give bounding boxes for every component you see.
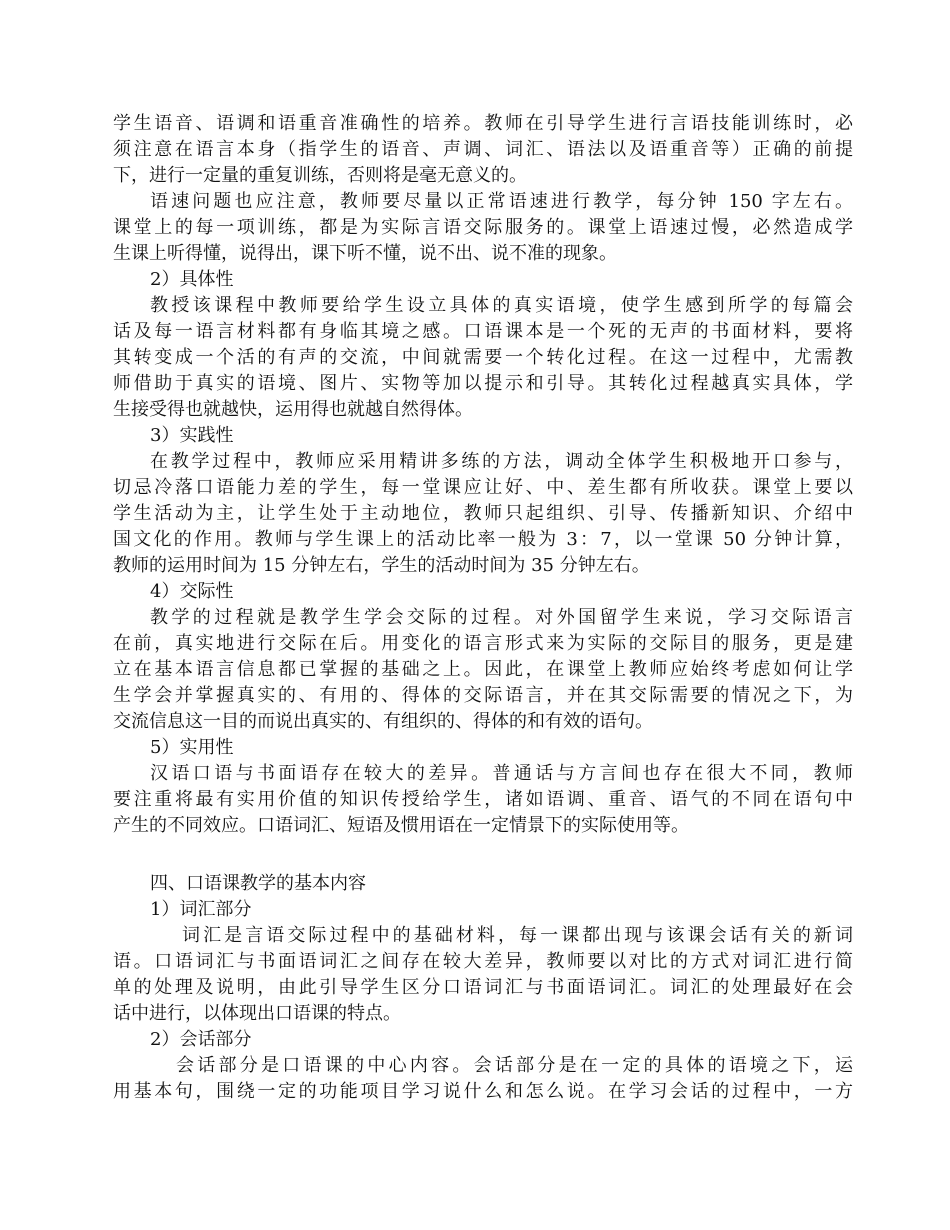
paragraph-line: 语。口语词汇与书面语词汇之间存在较大差异，教师要以对比的方式对词汇进行简 <box>113 951 853 972</box>
paragraph-line: 交流信息这一目的而说出真实的、有组织的、得体的和有效的语句。 <box>113 711 653 732</box>
paragraph-line: 学生活动为主，让学生处于主动地位，教师只起组织、引导、传播新知识、介绍中 <box>113 503 853 524</box>
paragraph-line: 其转变成一个活的有声的交流，中间就需要一个转化过程。在这一过程中，尤需教 <box>113 347 853 368</box>
paragraph-line: 在前，真实地进行交际在后。用变化的语言形式来为实际的交际目的服务，更是建 <box>113 633 853 654</box>
paragraph-line: 教师的运用时间为 15 分钟左右，学生的活动时间为 35 分钟左右。 <box>113 555 650 576</box>
paragraph-line: 生接受得也就越快，运用得也就越自然得体。 <box>113 399 473 420</box>
paragraph-line: 在教学过程中，教师应采用精讲多练的方法，调动全体学生积极地开口参与， <box>150 451 853 472</box>
paragraph-line: 国文化的作用。教师与学生课上的活动比率一般为 3：7，以一堂课 50 分钟计算， <box>113 529 853 550</box>
subheading-communicativeness: 4）交际性 <box>150 581 234 602</box>
paragraph-line: 师借助于真实的语境、图片、实物等加以提示和引导。其转化过程越真实具体，学 <box>113 373 853 394</box>
paragraph-line: 教学的过程就是教学生学会交际的过程。对外国留学生来说，学习交际语言 <box>150 607 853 628</box>
subheading-concreteness: 2）具体性 <box>150 269 234 290</box>
paragraph-line: 产生的不同效应。口语词汇、短语及惯用语在一定情景下的实际使用等。 <box>113 815 689 836</box>
paragraph-line: 学生语音、语调和语重音准确性的培养。教师在引导学生进行言语技能训练时，必 <box>113 113 853 134</box>
paragraph-line: 切忌冷落口语能力差的学生，每一堂课应让好、中、差生都有所收获。课堂上要以 <box>113 477 853 498</box>
paragraph-line: 会话部分是口语课的中心内容。会话部分是在一定的具体的语境之下，运 <box>176 1055 853 1076</box>
paragraph-line: 下，进行一定量的重复训练，否则将是毫无意义的。 <box>113 165 527 186</box>
paragraph-line: 话中进行，以体现出口语课的特点。 <box>113 1003 401 1024</box>
paragraph-line: 词汇是言语交际过程中的基础材料，每一课都出现与该课会话有关的新词 <box>182 925 853 946</box>
paragraph-line: 汉语口语与书面语存在较大的差异。普通话与方言间也存在很大不同，教师 <box>150 763 853 784</box>
paragraph-line: 生学会并掌握真实的、有用的、得体的交际语言，并在其交际需要的情况之下，为 <box>113 685 853 706</box>
paragraph-line: 课堂上的每一项训练，都是为实际言语交际服务的。课堂上语速过慢，必然造成学 <box>113 217 853 238</box>
paragraph-line: 语速问题也应注意，教师要尽量以正常语速进行教学，每分钟 150 字左右。 <box>150 191 853 212</box>
paragraph-line: 立在基本语言信息都已掌握的基础之上。因此，在课堂上教师应始终考虑如何让学 <box>113 659 853 680</box>
paragraph-line: 要注重将最有实用价值的知识传授给学生，诸如语调、重音、语气的不同在语句中 <box>113 789 853 810</box>
section-heading-basic-content: 四、口语课教学的基本内容 <box>150 873 366 894</box>
paragraph-line: 须注意在语言本身（指学生的语音、声调、词汇、语法以及语重音等）正确的前提 <box>113 139 853 160</box>
paragraph-line: 生课上听得懂，说得出，课下听不懂，说不出、说不准的现象。 <box>113 243 617 264</box>
paragraph-line: 话及每一语言材料都有身临其境之感。口语课本是一个死的无声的书面材料，要将 <box>113 321 853 342</box>
subheading-practicality: 3）实践性 <box>150 425 234 446</box>
subheading-vocabulary: 1）词汇部分 <box>150 899 252 920</box>
subheading-conversation: 2）会话部分 <box>150 1029 252 1050</box>
subheading-usefulness: 5）实用性 <box>150 737 234 758</box>
paragraph-line: 单的处理及说明，由此引导学生区分口语词汇与书面语词汇。词汇的处理最好在会 <box>113 977 853 998</box>
paragraph-line: 教授该课程中教师要给学生设立具体的真实语境，使学生感到所学的每篇会 <box>150 295 853 316</box>
paragraph-line: 用基本句，围绕一定的功能项目学习说什么和怎么说。在学习会话的过程中，一方 <box>113 1081 853 1102</box>
